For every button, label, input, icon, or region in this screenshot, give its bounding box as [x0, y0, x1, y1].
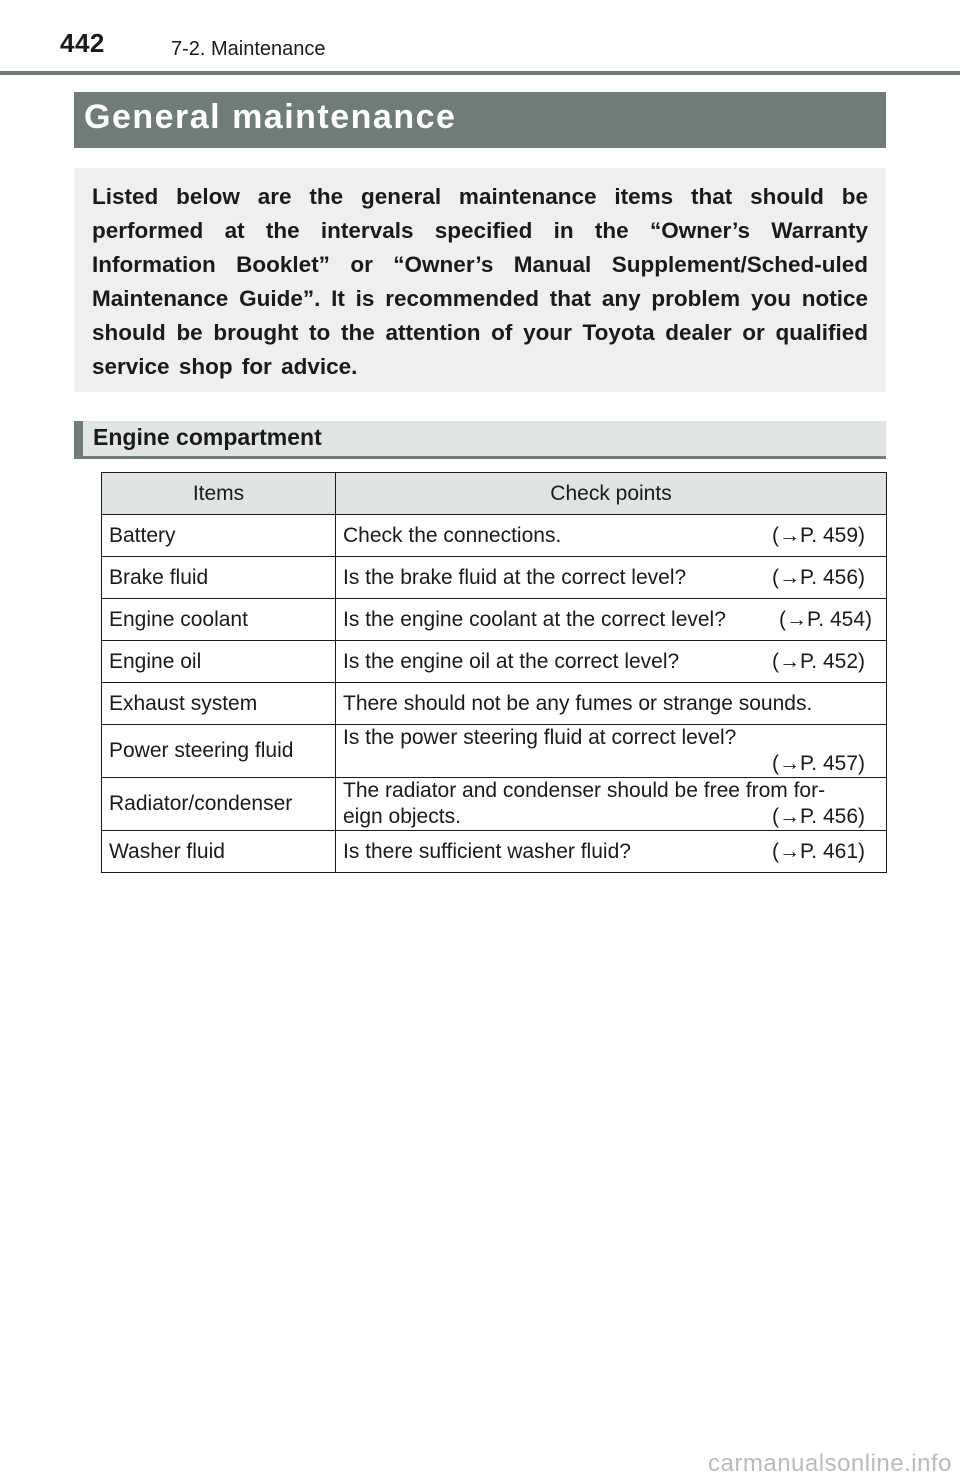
item-cell: Power steering fluid [102, 725, 336, 778]
table-header-row [102, 473, 887, 515]
check-cell [336, 641, 887, 683]
table-row [102, 683, 887, 725]
item-cell: Exhaust system [102, 683, 336, 725]
page-reference: (→P. 459) [772, 523, 865, 547]
item-cell: Brake fluid [102, 557, 336, 599]
check-text: Is the engine coolant at the correct level? [343, 607, 726, 631]
subsection-title: Engine compartment [93, 424, 322, 450]
check-text-line-1: The radiator and condenser should be free from for- [343, 779, 826, 802]
table-row [102, 599, 887, 641]
check-text: Check the connections. [343, 523, 562, 547]
header-divider [0, 71, 960, 75]
table-row [102, 725, 887, 778]
page-title: General maintenance [84, 98, 457, 136]
check-text: Is the engine oil at the correct level? [343, 649, 680, 673]
table-row [102, 557, 887, 599]
watermark: carmanualsonline.info [708, 1450, 952, 1477]
column-header-items: Items [102, 473, 336, 515]
column-header-check-points: Check points [336, 473, 887, 515]
subsection-heading [74, 421, 886, 459]
check-text: Is the brake fluid at the correct level? [343, 565, 687, 589]
check-cell [336, 515, 887, 557]
intro-box [74, 168, 886, 392]
title-banner [74, 92, 886, 148]
page-reference: (→P. 456) [772, 565, 865, 589]
table-row [102, 778, 887, 831]
item-cell: Washer fluid [102, 831, 336, 873]
item-cell: Engine coolant [102, 599, 336, 641]
check-text-line-2: eign objects. [343, 805, 461, 828]
item-cell: Engine oil [102, 641, 336, 683]
item-cell: Battery [102, 515, 336, 557]
item-cell: Radiator/condenser [102, 778, 336, 831]
page-number: 442 [60, 28, 105, 58]
check-text: Is there sufficient washer fluid? [343, 839, 631, 863]
check-cell [336, 557, 887, 599]
intro-paragraph: Listed below are the general maintenance items that should be performed at the intervals specified in the “Owner’s Warranty Information Booklet” or “Owner’s Manual Supplement/Sched-uled Maintenance Guide”. It is recommended that any problem you notice should be brought to the attention of your Toyota dealer or qualified service shop for advice. [92, 184, 868, 379]
table-row [102, 641, 887, 683]
check-cell [336, 778, 887, 831]
page-reference: (→P. 456) [772, 805, 865, 828]
check-cell [336, 831, 887, 873]
page-reference: (→P. 461) [772, 839, 865, 863]
section-breadcrumb: 7-2. Maintenance [171, 38, 326, 60]
check-cell: There should not be any fumes or strange sounds. [336, 683, 887, 725]
page-reference: (→P. 452) [772, 649, 865, 673]
page-header [0, 0, 960, 76]
table-row [102, 831, 887, 873]
check-text: Is the power steering fluid at correct level? [343, 726, 737, 749]
check-cell [336, 599, 887, 641]
page-reference: (→P. 457) [772, 752, 865, 775]
check-cell [336, 725, 887, 778]
maintenance-table [101, 472, 887, 873]
table-row [102, 515, 887, 557]
page-reference: (→P. 454) [779, 607, 872, 631]
